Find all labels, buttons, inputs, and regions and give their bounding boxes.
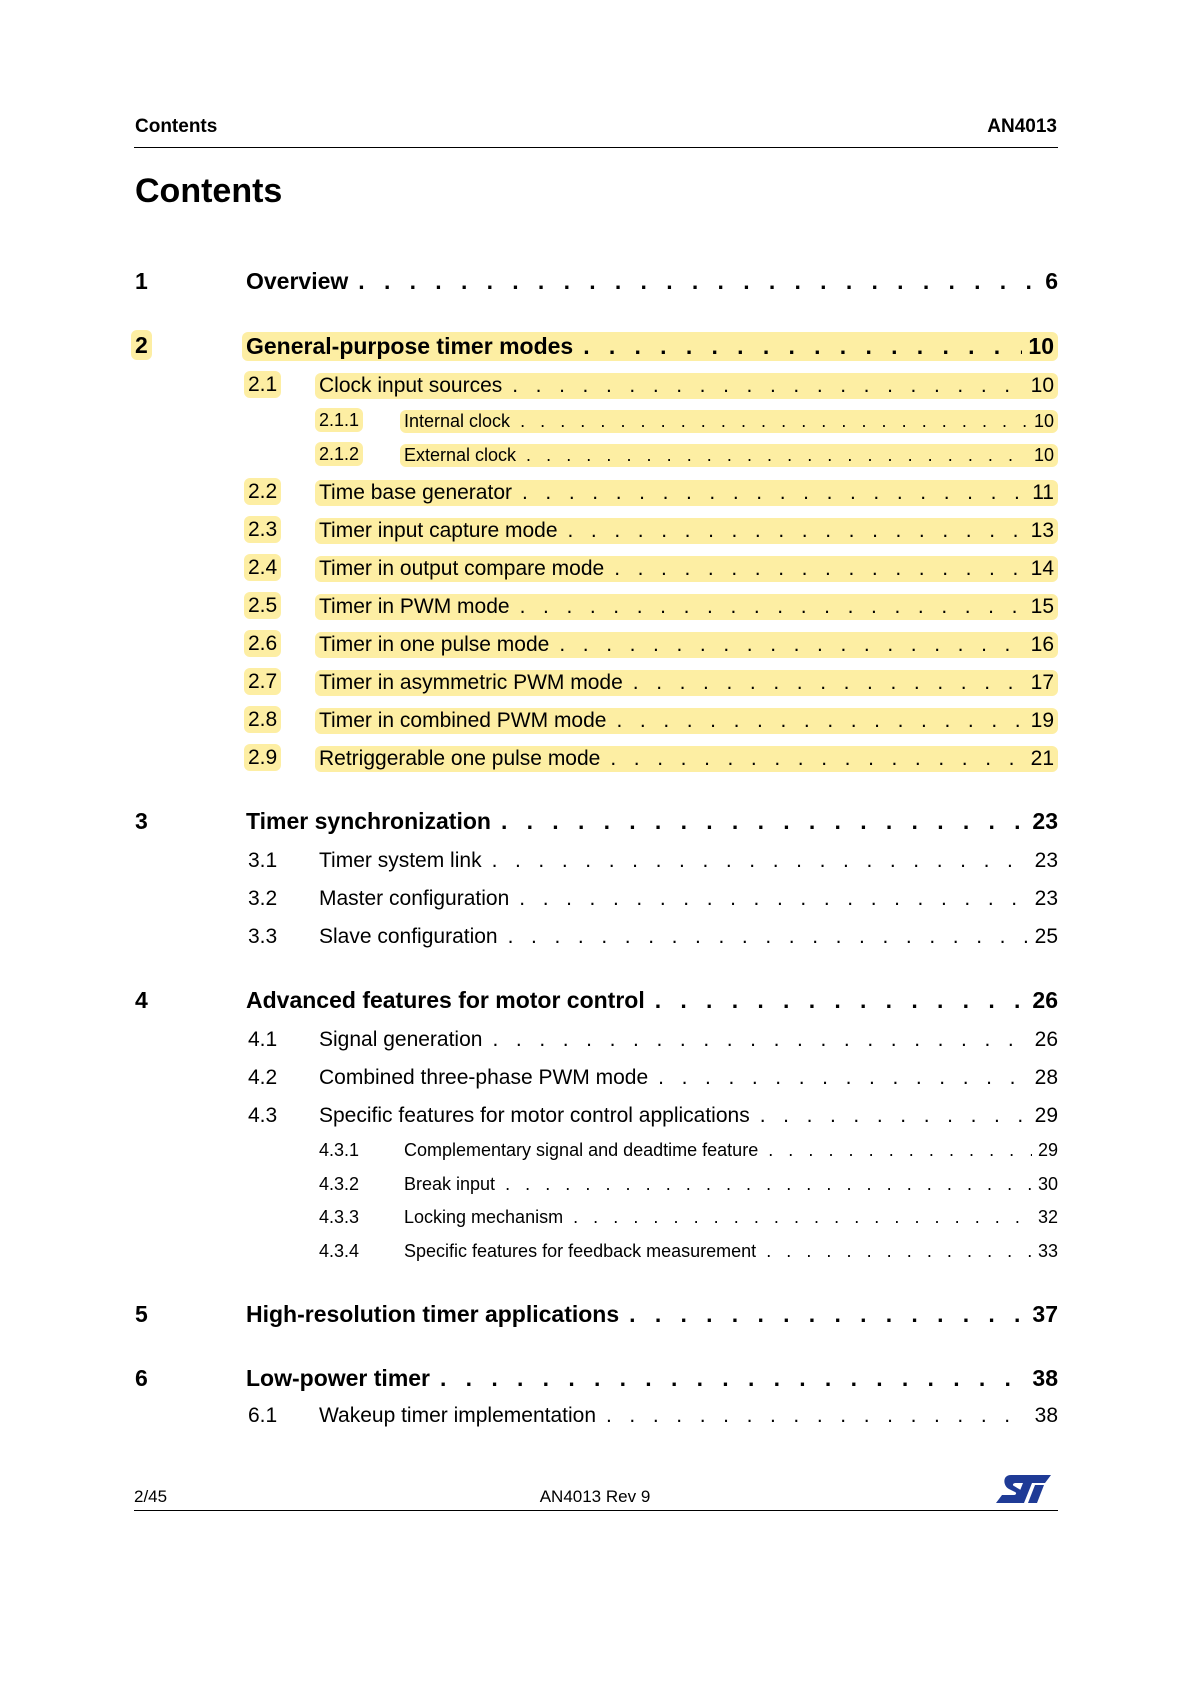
toc-entry-number: 2.1.1 [319, 410, 363, 431]
toc-entry-label[interactable]: Specific features for feedback measurement [404, 1241, 757, 1261]
toc-entry-label[interactable]: Internal clock [404, 411, 511, 431]
toc-entry-label[interactable]: Low-power timer [246, 1365, 431, 1391]
toc-entry-number: 3 [135, 808, 148, 834]
toc-entry-label[interactable]: Retriggerable one pulse mode [319, 747, 601, 770]
toc-entry-page: 10 [1033, 411, 1054, 431]
toc-entry-page: 11 [1032, 481, 1054, 504]
toc-entry-label[interactable]: General-purpose timer modes [246, 333, 574, 359]
toc-entry-page: 29 [1034, 1104, 1058, 1127]
toc-entry-page: 28 [1034, 1066, 1058, 1089]
toc-entry-number: 4 [135, 987, 148, 1013]
footer-rule [134, 1510, 1058, 1511]
toc-entry-page: 6 [1045, 268, 1058, 294]
toc-entry-label[interactable]: Wakeup timer implementation [319, 1404, 596, 1427]
st-logo-icon [994, 1473, 1052, 1505]
toc-entry-label[interactable]: High-resolution timer applications [246, 1301, 620, 1327]
toc-entry-number: 2.1.2 [319, 444, 363, 465]
toc-entry-number: 2.2 [248, 480, 281, 504]
toc-entry-label[interactable]: Specific features for motor control applications [319, 1104, 750, 1127]
toc-entry-label[interactable]: Timer in asymmetric PWM mode [319, 671, 623, 694]
toc-entry-number: 2.9 [248, 746, 281, 770]
toc-entry-number: 6 [135, 1365, 148, 1391]
toc-entry-label[interactable]: Locking mechanism [404, 1207, 564, 1227]
footer-page-number: 2/45 [134, 1487, 168, 1506]
toc-entry-number: 2.7 [248, 670, 281, 694]
toc-entry-label[interactable]: Timer system link [319, 849, 482, 872]
toc-entry-label[interactable]: Timer in one pulse mode [319, 633, 550, 656]
toc-entry-page: 23 [1032, 808, 1058, 834]
header-rule [134, 147, 1058, 148]
toc-entry-number: 3.1 [248, 849, 278, 872]
toc-entry-number: 3.2 [248, 887, 278, 910]
toc-entry-number: 2.4 [248, 556, 281, 580]
toc-entry-page: 37 [1032, 1301, 1058, 1327]
toc-entry-page: 38 [1032, 1365, 1058, 1391]
toc-entry-page: 32 [1037, 1207, 1058, 1227]
toc-entry-page: 26 [1034, 1028, 1058, 1051]
toc-entry-page: 10 [1033, 445, 1054, 465]
toc-entry-label[interactable]: Advanced features for motor control [246, 987, 645, 1013]
toc-entry-page: 33 [1037, 1241, 1058, 1261]
toc-entry-number: 4.2 [248, 1066, 278, 1089]
toc-entry-number: 5 [135, 1301, 148, 1327]
toc-entry-page: 13 [1030, 519, 1054, 542]
toc-entry-number: 2.3 [248, 518, 281, 542]
toc-entry-number: 2.5 [248, 594, 281, 618]
toc-entry-page: 19 [1030, 709, 1054, 732]
toc-entry-label[interactable]: Master configuration [319, 887, 510, 910]
toc-entry-page: 26 [1032, 987, 1058, 1013]
toc-entry-page: 10 [1030, 374, 1054, 397]
toc-entry-label[interactable]: Signal generation [319, 1028, 483, 1051]
toc-entry-number: 2.8 [248, 708, 281, 732]
page-title: Contents [135, 172, 283, 210]
toc-entry-page: 30 [1037, 1174, 1058, 1194]
toc-entry-number: 2.1 [248, 373, 281, 397]
toc-entry-page: 29 [1037, 1140, 1058, 1160]
toc-entry-page: 38 [1034, 1404, 1058, 1427]
toc-entry-label[interactable]: Break input [404, 1174, 496, 1194]
toc-entry-number: 1 [135, 268, 148, 294]
header-section-title: Contents [135, 116, 218, 137]
header-doc-id: AN4013 [987, 116, 1057, 137]
toc-entry-page: 25 [1034, 925, 1058, 948]
toc-entry-label[interactable]: Timer in output compare mode [319, 557, 605, 580]
toc-entry-page: 16 [1030, 633, 1054, 656]
footer-doc-revision: AN4013 Rev 9 [539, 1487, 651, 1506]
toc-entry-label[interactable]: Clock input sources [319, 374, 503, 397]
toc-entry-number: 4.3.3 [319, 1207, 360, 1227]
toc-entry-label[interactable]: External clock [404, 445, 517, 465]
toc-entry-page: 17 [1030, 671, 1054, 694]
toc-entry-label[interactable]: Timer in PWM mode [319, 595, 510, 618]
toc-entry-label[interactable]: Slave configuration [319, 925, 498, 948]
toc-entry-number: 3.3 [248, 925, 278, 948]
toc-entry-number: 2.6 [248, 632, 281, 656]
toc-entry-number: 4.1 [248, 1028, 278, 1051]
toc-entry-page: 21 [1030, 747, 1054, 770]
toc-entry-label[interactable]: Complementary signal and deadtime feature [404, 1140, 759, 1160]
toc-entry-number: 4.3.1 [319, 1140, 360, 1160]
toc-entry-page: 23 [1034, 887, 1058, 910]
toc-entry-number: 4.3.4 [319, 1241, 360, 1261]
toc-entry-page: 10 [1028, 333, 1054, 359]
toc-entry-label[interactable]: Combined three-phase PWM mode [319, 1066, 649, 1089]
toc-entry-label[interactable]: Time base generator [319, 481, 512, 504]
toc-entry-label[interactable]: Timer synchronization [246, 808, 491, 834]
toc-entry-number: 2 [135, 332, 152, 359]
toc-entry-page: 23 [1034, 849, 1058, 872]
toc-entry-number: 4.3 [248, 1104, 278, 1127]
toc-entry-label[interactable]: Overview [246, 268, 349, 294]
toc-entry-label[interactable]: Timer in combined PWM mode [319, 709, 607, 732]
toc-entry-label[interactable]: Timer input capture mode [319, 519, 558, 542]
toc-entry-number: 4.3.2 [319, 1174, 360, 1194]
toc-entry-page: 15 [1030, 595, 1054, 618]
toc-entry-page: 14 [1030, 557, 1054, 580]
toc-entry-number: 6.1 [248, 1404, 278, 1427]
